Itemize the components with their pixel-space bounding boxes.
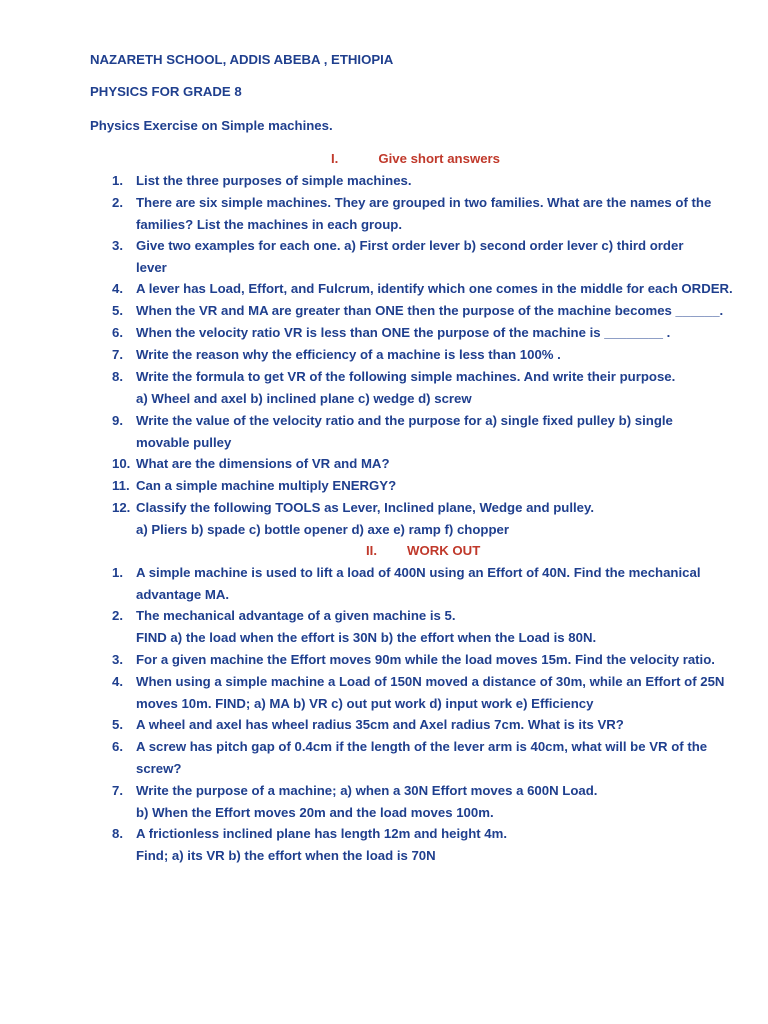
item-text: Write the purpose of a machine; a) when a 30N Effort moves a 600N Load. xyxy=(136,783,598,798)
item-number: 4. xyxy=(112,674,123,689)
item-text: What are the dimensions of VR and MA? xyxy=(136,456,390,471)
item-text: Write the value of the velocity ratio and the purpose for a) single fixed pulley b) single xyxy=(136,413,673,428)
item-text: families? List the machines in each group. xyxy=(136,217,403,232)
item-number: 6. xyxy=(112,325,123,340)
item-text: When using a simple machine a Load of 150N moved a distance of 30m, while an Effort of 25N xyxy=(136,674,725,689)
item-text: advantage MA. xyxy=(136,587,230,602)
item-text: Can a simple machine multiply ENERGY? xyxy=(136,478,397,493)
item-text: moves 10m. FIND; a) MA b) VR c) out put work d) input work e) Efficiency xyxy=(136,696,594,711)
item-text: lever xyxy=(136,260,167,275)
item-number: 10. xyxy=(112,456,131,471)
exercise-title: Physics Exercise on Simple machines. xyxy=(90,118,333,133)
subject-title: PHYSICS FOR GRADE 8 xyxy=(90,84,242,99)
item-text: For a given machine the Effort moves 90m while the load moves 15m. Find the velocity ratio. xyxy=(136,652,715,667)
item-text: Write the formula to get VR of the following simple machines. And write their purpose. xyxy=(136,369,676,384)
item-number: 7. xyxy=(112,783,123,798)
section2-heading xyxy=(366,543,480,558)
item-subtext: a) Wheel and axel b) inclined plane c) wedge d) screw xyxy=(136,391,472,406)
section2-title: WORK OUT xyxy=(407,543,481,558)
item-text: The mechanical advantage of a given machine is 5. xyxy=(136,608,456,623)
item-text: screw? xyxy=(136,761,182,776)
item-number: 2. xyxy=(112,195,123,210)
item-text: Write the reason why the efficiency of a machine is less than 100% . xyxy=(136,347,561,362)
item-text: b) When the Effort moves 20m and the load moves 100m. xyxy=(136,805,494,820)
section2-roman: II. xyxy=(366,543,377,558)
item-text: Give two examples for each one. a) First order lever b) second order lever c) third order xyxy=(136,238,684,253)
item-text: Find; a) its VR b) the effort when the load is 70N xyxy=(136,848,436,863)
item-number: 12. xyxy=(112,500,131,515)
item-text: FIND a) the load when the effort is 30N b) the effort when the Load is 80N. xyxy=(136,630,597,645)
item-text: A simple machine is used to lift a load of 400N using an Effort of 40N. Find the mechanical xyxy=(136,565,701,580)
item-number: 9. xyxy=(112,413,123,428)
item-text: When the VR and MA are greater than ONE then the purpose of the machine becomes ______. xyxy=(136,303,724,318)
item-text: A frictionless inclined plane has length 12m and height 4m. xyxy=(136,826,508,841)
item-text: movable pulley xyxy=(136,435,232,450)
item-text: Classify the following TOOLS as Lever, Inclined plane, Wedge and pulley. xyxy=(136,500,594,515)
item-text: When the velocity ratio VR is less than ONE the purpose of the machine is ________ . xyxy=(136,325,671,340)
item-text: A screw has pitch gap of 0.4cm if the length of the lever arm is 40cm, what will be VR of the xyxy=(136,739,708,754)
item-text: A lever has Load, Effort, and Fulcrum, identify which one comes in the middle for each ORDER. xyxy=(136,281,733,296)
section1-title: Give short answers xyxy=(378,151,500,166)
item-subtext: a) Pliers b) spade c) bottle opener d) axe e) ramp f) chopper xyxy=(136,522,509,537)
item-text: List the three purposes of simple machines. xyxy=(136,173,412,188)
item-number: 2. xyxy=(112,608,123,623)
item-number: 1. xyxy=(112,173,123,188)
item-text: A wheel and axel has wheel radius 35cm and Axel radius 7cm. What is its VR? xyxy=(136,717,624,732)
item-number: 3. xyxy=(112,652,123,667)
item-number: 5. xyxy=(112,717,123,732)
item-number: 5. xyxy=(112,303,123,318)
item-number: 11. xyxy=(112,478,130,493)
school-name: NAZARETH SCHOOL, ADDIS ABEBA , ETHIOPIA xyxy=(90,52,394,67)
section1-roman: I. xyxy=(331,151,339,166)
item-number: 6. xyxy=(112,739,123,754)
item-number: 8. xyxy=(112,369,123,384)
item-number: 1. xyxy=(112,565,123,580)
item-number: 3. xyxy=(112,238,123,253)
item-text: There are six simple machines. They are grouped in two families. What are the names of the xyxy=(136,195,712,210)
item-number: 8. xyxy=(112,826,123,841)
item-number: 4. xyxy=(112,281,123,296)
item-number: 7. xyxy=(112,347,123,362)
section1-heading xyxy=(331,151,500,166)
